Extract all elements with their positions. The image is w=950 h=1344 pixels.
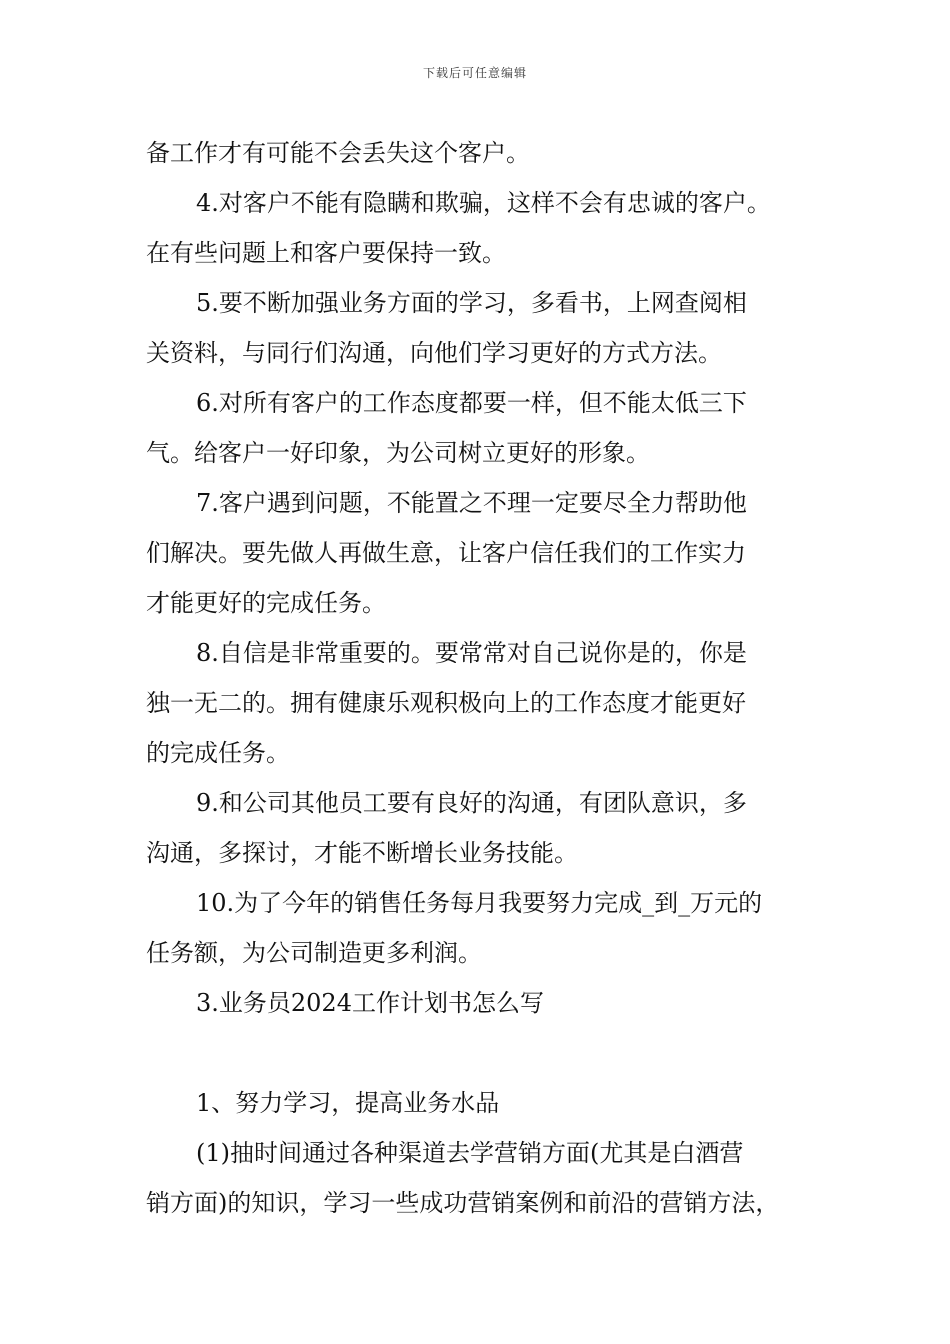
list-item-10: 10.为了今年的销售任务每月我要努力完成_到_万元的 <box>196 889 763 917</box>
list-item-7: 7.客户遇到问题，不能置之不理一定要尽全力帮助他 <box>196 489 747 517</box>
paragraph-line: 们解决。要先做人再做生意，让客户信任我们的工作实力 <box>146 539 746 567</box>
paragraph-line: 任务额，为公司制造更多利润。 <box>146 939 482 967</box>
list-item-6: 6.对所有客户的工作态度都要一样，但不能太低三下 <box>196 389 747 417</box>
paragraph-line: 独一无二的。拥有健康乐观积极向上的工作态度才能更好 <box>146 689 746 717</box>
list-item-sub-1: (1)抽时间通过各种渠道去学营销方面(尤其是白酒营 <box>196 1139 744 1167</box>
paragraph-line: 备工作才有可能不会丢失这个客户。 <box>146 139 530 167</box>
paragraph-line: 关资料，与同行们沟通，向他们学习更好的方式方法。 <box>146 339 722 367</box>
paragraph-line: 销方面)的知识，学习一些成功营销案例和前沿的营销方法， <box>146 1189 780 1217</box>
paragraph-line: 沟通，多探讨，才能不断增长业务技能。 <box>146 839 578 867</box>
blank-gap <box>146 1028 816 1078</box>
paragraph-line: 的完成任务。 <box>146 739 290 767</box>
list-item-9: 9.和公司其他员工要有良好的沟通，有团队意识，多 <box>196 789 747 817</box>
list-item-5: 5.要不断加强业务方面的学习，多看书，上网查阅相 <box>196 289 747 317</box>
list-item-4: 4.对客户不能有隐瞒和欺骗，这样不会有忠诚的客户。 <box>196 189 771 217</box>
section-heading: 3.业务员2024工作计划书怎么写 <box>196 989 544 1017</box>
paragraph-line: 气。给客户一好印象，为公司树立更好的形象。 <box>146 439 650 467</box>
document-body <box>146 128 816 1228</box>
subsection-heading: 1、努力学习，提高业务水品 <box>196 1089 500 1117</box>
page-header-note: 下载后可任意编辑 <box>422 66 527 80</box>
paragraph-line: 在有些问题上和客户要保持一致。 <box>146 239 506 267</box>
paragraph-line: 才能更好的完成任务。 <box>146 589 386 617</box>
list-item-8: 8.自信是非常重要的。要常常对自己说你是的，你是 <box>196 639 747 667</box>
